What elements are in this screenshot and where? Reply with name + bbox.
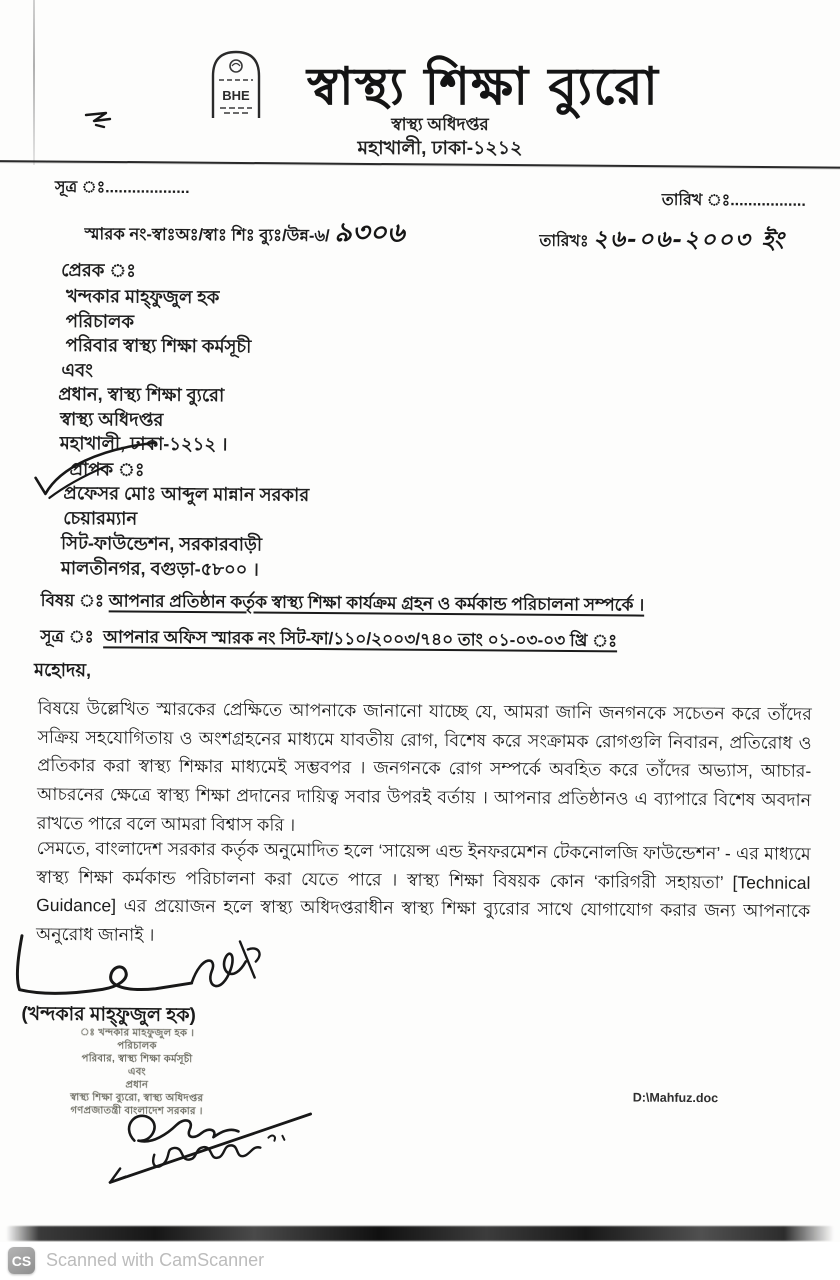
recipient-address: মালতীনগর, বগুড়া-৫৮০০ । [60,558,259,580]
reference-dotted-label: সূত্র ঃ................... [54,178,190,198]
stamp-name: ঃ খন্দকার মাহফুজুল হক । [80,1027,195,1040]
recipient-name: প্রফেসর মোঃ আব্দুল মান্নান সরকার [63,483,310,505]
sender-chief: প্রধান, স্বাস্থ্য শিক্ষা ব্যুরো [58,383,225,406]
reference-label: সূত্র ঃ [40,626,94,647]
sender-program: পরিবার স্বাস্থ্য শিক্ষা কর্মসূচী [65,335,252,357]
stamp-program: পরিবার, স্বাস্থ্য শিক্ষা কর্মসূচী [81,1053,193,1066]
stamp-and: এবং [127,1066,146,1078]
page-title: স্বাস্থ্য শিক্ষা ব্যুরো [307,57,659,117]
memo-number-printed: স্মারক নং-স্বাঃঅঃ/স্বাঃ শিঃ ব্যুঃ/উন্ন-৬/ [84,225,330,246]
recipient-designation: চেয়ারম্যান [63,508,138,529]
reference-text: আপনার অফিস স্মারক নং সিট-ফা/১১০/২০০৩/৭৪০ তাং ০১-০৩-০৩ খ্রি ঃ [103,627,618,651]
file-path: D:\Mahfuz.doc [632,1090,719,1106]
memo-number-handwritten: ৯৩০৬ [334,217,405,249]
signer-name: (খন্দকার মাহ্‌ফুজুল হক) [21,1003,196,1027]
scan-shadow-band [6,1226,834,1241]
sender-directorate: স্বাস্থ্য অধিদপ্তর [59,409,164,430]
body-paragraph-1: বিষয়ে উল্লেখিত স্মারকের প্রেক্ষিতে আপনাকে জানানো যাচ্ছে যে, আমরা জানি জনগনকে সচেতন করে তাঁদের সক্রিয় সহযোগিতায় ও অংশগ্রহনের মাধ্যমে যাবতীয় রোগ, বিশেষ করে সংক্রামক রোগগুলি নিবারন, প্রতিরোধ ও প্রতিকার করা স্বাস্থ্য শিক্ষার মাধ্যমেই সম্ভবপর । জনগনকে রোগ সম্পর্কে অবহিত করে তাঁদের অভ্যাস, আচার-আচরনের ক্ষেত্রে স্বাস্থ্য শিক্ষা প্রদানের দায়িত্ব সবার উপরই বর্তায় । আপনার প্রতিষ্ঠানও এ ব্যাপারে বিশেষ অবদান রাখতে পারে বলে আমরা বিশ্বাস করি । [36,697,812,835]
logo-text: BHE [222,88,250,103]
salutation: মহোদয়, [33,659,92,681]
recipient-label: প্রাপক ঃ [69,459,145,480]
sender-and: এবং [61,360,93,381]
sender-label: প্রেরক ঃ [61,260,136,281]
stamp-government: গণপ্রজাতন্ত্রী বাংলাদেশ সরকার । [70,1105,203,1118]
subject-line [40,588,644,621]
camscanner-footer [0,1242,840,1280]
date-handwritten: ২৬-০৬-২০০৩ ইং [592,225,786,254]
date-handwritten-label: তারিখঃ [539,232,589,251]
reference-line [40,624,617,657]
camscanner-footer-text: Scanned with CamScanner [46,1250,265,1270]
camscanner-badge-icon: CS [8,1247,35,1274]
memo-number-line [84,210,404,258]
stamp-chief: প্রধান [125,1079,149,1091]
body-paragraph-2: সেমতে, বাংলাদেশ সরকার কর্তৃক অনুমোদিত হলে ‘সায়েন্স এন্ড ইনফরমেশন টেকনোলজি ফাউন্ডেশন’ - এর মাধ্যমে স্বাস্থ্য শিক্ষা কর্মকান্ড পরিচালনা করা যেতে পারে । স্বাস্থ্য শিক্ষা বিষয়ক কোন ‘কারিগরী সহায়তা’ [Technical Guidance] এর প্রয়োজন হলে স্বাস্থ্য অধিদপ্তরাধীন স্বাস্থ্য শিক্ষা ব্যুরোর সাথে যোগাযোগ করার জন্য আপনাকে অনুরোধ জানাই । [35,837,811,945]
stamp-bureau: স্বাস্থ্য শিক্ষা ব্যুরো, স্বাস্থ্য অধিদপ্তর [70,1092,204,1105]
subject-text: আপনার প্রতিষ্ঠান কর্তৃক স্বাস্থ্য শিক্ষা কার্যক্রম গ্রহন ও কর্মকান্ড পরিচালনা সম্পর্কে । [108,591,645,615]
date-dotted-label: তারিখ ঃ................. [661,191,806,210]
sender-name: খন্দকার মাহ্‌ফুজুল হক [65,286,220,308]
stamp-designation: পরিচালক [117,1040,157,1052]
sender-address: মহাখালী, ঢাকা-১২১২ । [59,433,228,455]
approval-scribble-icon [96,1092,347,1194]
letterhead-subtitle: স্বাস্থ্য অধিদপ্তর [391,115,489,134]
letterhead-address: মহাখালী, ঢাকা-১২১২ [357,138,523,159]
recipient-organization: সিট-ফাউন্ডেশন, সরকারবাড়ী [60,533,263,555]
handwritten-date-line [539,220,785,261]
sender-designation: পরিচালক [65,311,135,332]
subject-label: বিষয় ঃ [40,590,105,611]
